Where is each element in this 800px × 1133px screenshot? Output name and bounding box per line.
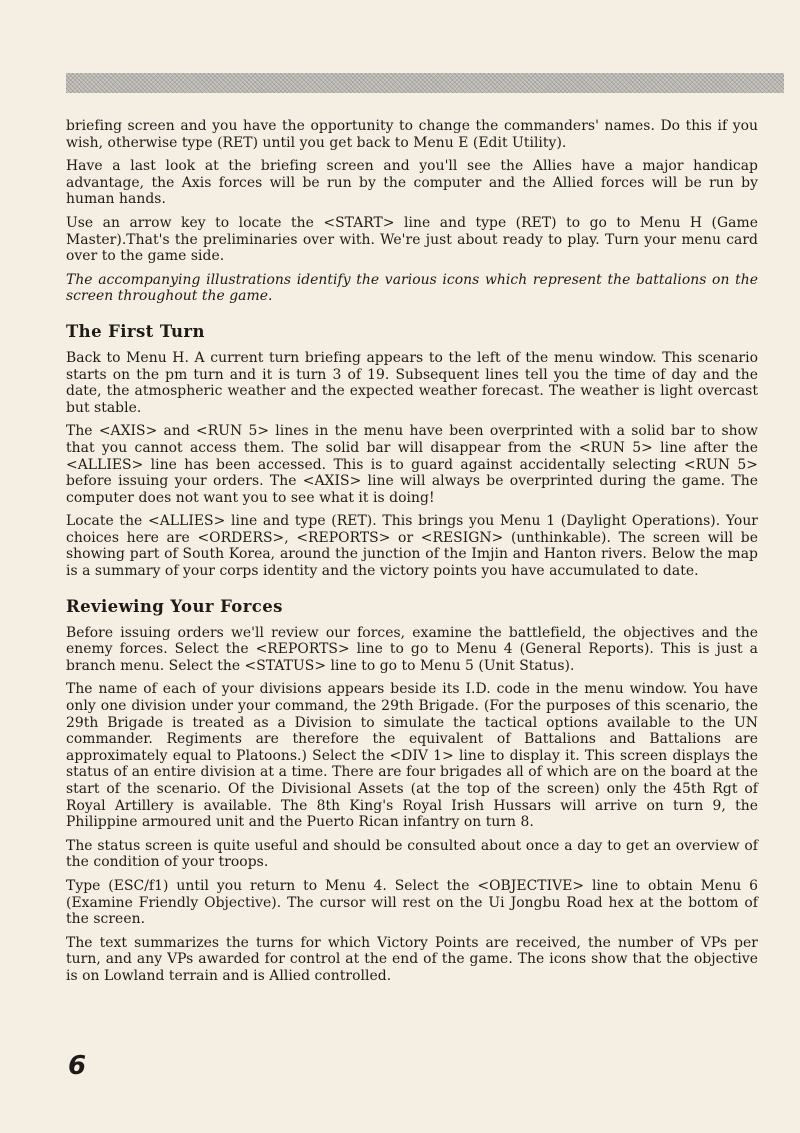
illustrations-note: The accompanying illustrations identify the various icons which represent the battalions on the screen throughout the game. bbox=[66, 271, 758, 305]
forces-paragraph-1: Before issuing orders we'll review our forces, examine the battlefield, the objectives and the enemy forces. Select the <REPORTS> line to go to Menu 4 (General Reports). This is just a branch menu. Select the <STATUS> line to go to Menu 5 (Unit Status). bbox=[66, 624, 758, 674]
forces-paragraph-3: The status screen is quite useful and should be consulted about once a day to get an overview of the condition of your troops. bbox=[66, 837, 758, 871]
section-heading-reviewing-forces: Reviewing Your Forces bbox=[66, 596, 283, 616]
forces-paragraph-4: Type (ESC/f1) until you return to Menu 4. Select the <OBJECTIVE> line to obtain Menu 6 (Examine Friendly Objective). The cursor will rest on the Ui Jongbu Road hex at the bottom of the screen. bbox=[66, 877, 758, 928]
first-turn-paragraph-2: The <AXIS> and <RUN 5> lines in the menu have been overprinted with a solid bar to show that you cannot access them. The solid bar will disappear from the <RUN 5> line after the <ALLIES> line has been accessed. This is to guard against accidentally selecting <RUN 5> before issuing your orders. The <AXIS> line will always be overprinted during the game. The computer does not want you to see what it is doing! bbox=[66, 423, 758, 506]
first-turn-paragraph-3: Locate the <ALLIES> line and type (RET). This brings you Menu 1 (Daylight Operations). Your choices here are <ORDERS>, <REPORTS> or <RESIGN> (unthinkable). The screen will be showing part of South Korea, around the junction of the Imjin and Hanton rivers. Below the map is a summary of your corps identity and the victory points you have accumulated to date. bbox=[66, 513, 758, 580]
forces-paragraph-2: The name of each of your divisions appears beside its I.D. code in the menu window. You have only one division under your command, the 29th Brigade. (For the purposes of this scenario, the 29th Brigade is treated as a Division to simulate the tactical options available to the UN commander. Regiments are therefore the equivalent of Battalions and Battalions are approximately equal to Platoons.) Select the <DIV 1> line to display it. This screen displays the status of an entire division at a time. There are four brigades all of which are on the board at the start of the scenario. Of the Divisional Assets (at the top of the screen) only the 45th Rgt of Royal Artillery is available. The 8th King's Royal Irish Hussars will arrive on turn 9, the Philippine armoured unit and the Puerto Rican infantry on turn 8. bbox=[66, 681, 758, 831]
intro-paragraph-3: Use an arrow key to locate the <START> line and type (RET) to go to Menu H (Game Master).That's the preliminaries over with. We're just about ready to play. Turn your menu card over to the game side. bbox=[66, 214, 758, 265]
forces-paragraph-5: The text summarizes the turns for which Victory Points are received, the number of VPs per turn, and any VPs awarded for control at the end of the game. The icons show that the objective is on Lowland terrain and is Allied controlled. bbox=[66, 934, 758, 984]
header-rule bbox=[66, 73, 784, 93]
section-heading-first-turn: The First Turn bbox=[66, 321, 205, 341]
intro-paragraph-2: Have a last look at the briefing screen and you'll see the Allies have a major handicap advantage, the Axis forces will be run by the computer and the Allied forces will be run by human hands. bbox=[66, 158, 758, 208]
page-number: 6 bbox=[68, 1051, 87, 1081]
page-body bbox=[66, 118, 758, 992]
first-turn-paragraph-1: Back to Menu H. A current turn briefing appears to the left of the menu window. This scenario starts on the pm turn and it is turn 3 of 19. Subsequent lines tell you the time of day and the date, the atmospheric weather and the expected weather forecast. The weather is light overcast but stable. bbox=[66, 349, 758, 416]
intro-paragraph-1: briefing screen and you have the opportunity to change the commanders' names. Do this if you wish, otherwise type (RET) until you get back to Menu E (Edit Utility). bbox=[66, 118, 758, 151]
